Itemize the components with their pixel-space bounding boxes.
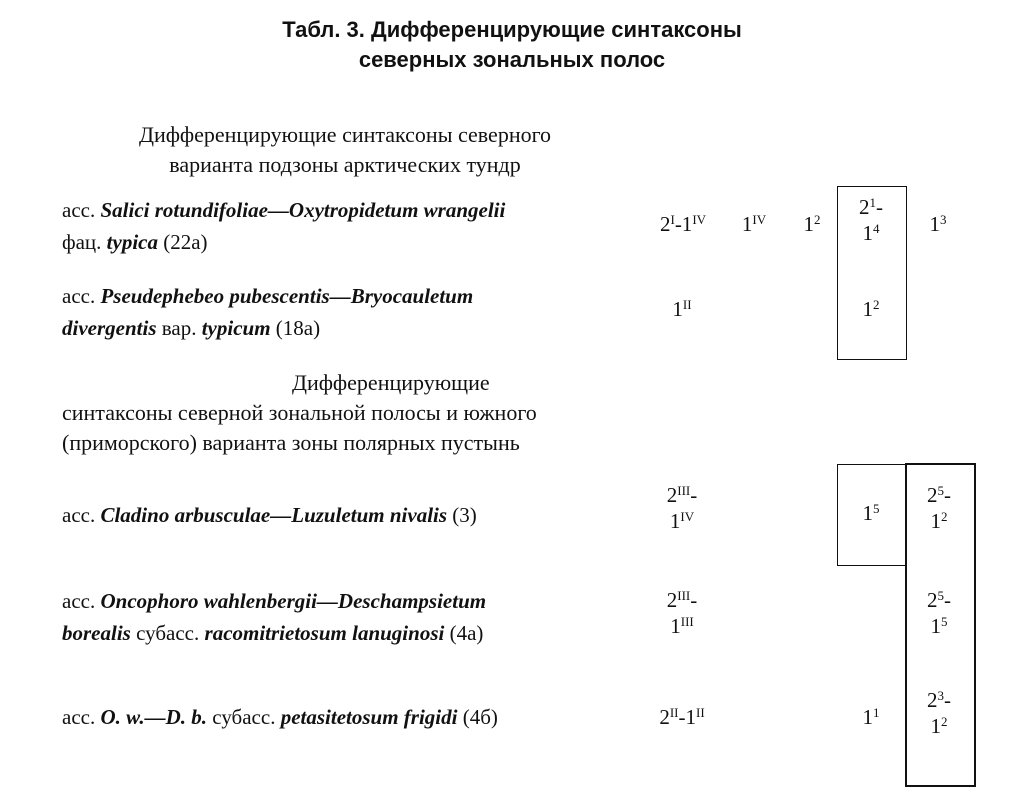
- table-row-name-2: асс. Pseudephebeo pubescentis—Bryocauletum divergentis вар. typicum (18а): [62, 284, 474, 340]
- row1-cell-5: $1^3$: [929, 212, 947, 236]
- table-row-name-4: асс. Oncophoro wahlenbergii—Deschampsietum borealis субасс. racomitrietosum lanuginosi (4а): [62, 589, 487, 645]
- row1-cell-1: $2^I-1^{IV}$: [659, 212, 707, 236]
- section-heading-2-line-3: (приморского) варианта зоны полярных пустынь: [62, 430, 520, 455]
- title-line-2: северных зональных полос: [358, 47, 666, 72]
- row4-cell-5: $2^5-$ $1^5$: [927, 588, 951, 638]
- table-row-name-1: асс. Salici rotundifoliae—Oxytropidetum wrangelii фац. typica (22а): [62, 198, 506, 254]
- section-heading-2-line-1: Дифференцирующие: [292, 370, 490, 395]
- row1-cell-4: $2^1-$ $1^4$: [859, 195, 883, 245]
- section-heading-2: [62, 368, 662, 458]
- table-row-name-5: асс. O. w.—D. b. субасс. petasitetosum frigidi (4б): [62, 705, 498, 729]
- table-row-name-3: асс. Cladino arbusculae—Luzuletum nivalis (3): [62, 503, 477, 527]
- row5-cell-1: $2^{II}-1^{II}$: [659, 705, 705, 729]
- row5-cell-4: $1^1$: [862, 705, 880, 729]
- section-heading-1: [90, 120, 600, 180]
- row2-cell-4: $1^2$: [862, 297, 880, 321]
- row3-cell-4: $1^5$: [862, 501, 880, 525]
- section-heading-1-line-1: Дифференцирующие синтаксоны северного: [138, 122, 552, 147]
- row1-cell-3: $1^2$: [803, 212, 821, 236]
- row3-cell-5: $2^5-$ $1^2$: [927, 483, 951, 533]
- row3-cell-1: $2^{III}-$ $1^{IV}$: [666, 483, 698, 533]
- row5-cell-5: $2^3-$ $1^2$: [927, 688, 951, 738]
- title-line-1: Табл. 3. Дифференцирующие синтаксоны: [282, 17, 742, 42]
- table-title: [0, 15, 1024, 75]
- row4-cell-1: $2^{III}-$ $1^{III}$: [666, 588, 698, 638]
- row1-cell-2: $1^{IV}$: [741, 212, 767, 236]
- section-heading-1-line-2: варианта подзоны арктических тундр: [169, 152, 521, 177]
- row2-cell-1: $1^{II}$: [672, 297, 692, 321]
- section-heading-2-line-2: синтаксоны северной зональной полосы и южного: [62, 400, 537, 425]
